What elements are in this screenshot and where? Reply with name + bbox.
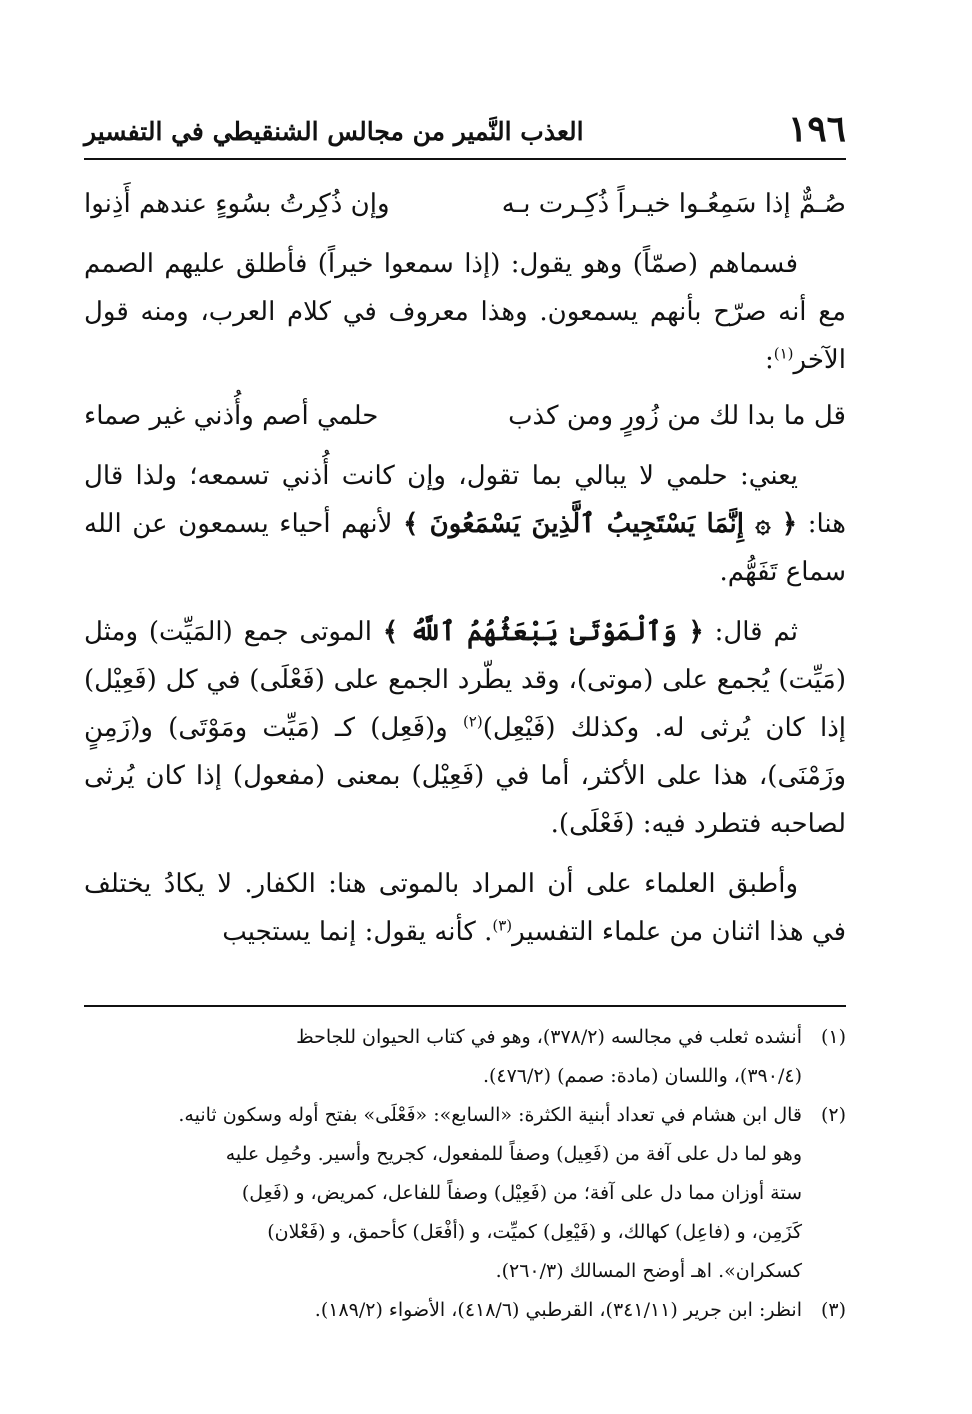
- page-header: [84, 104, 846, 162]
- poetry-verse: [84, 180, 846, 228]
- page-number: ١٩٦: [787, 108, 846, 150]
- footnote-divider: [84, 1005, 846, 1007]
- paragraph-text: :: [764, 345, 774, 375]
- header-divider: [84, 158, 846, 160]
- footnote-number: (٣): [820, 1299, 846, 1321]
- footnote-number: (٢): [820, 1104, 846, 1126]
- verse-first-hemistich: قل ما بدا لك من زُورٍ ومن كذب: [508, 401, 846, 431]
- footnote-text: [84, 1291, 802, 1330]
- footnote-line: كَزَمِن، و (فاعِل) كهالك، و (فَيْعِل) كميِّت، و (أفْعَل) كأحمق، و (فَعْلان): [267, 1221, 802, 1243]
- paragraph-text: لأنهم أحياء يسمعون عن الله سماع تَفَهُّم.: [84, 509, 846, 587]
- paragraph: [84, 452, 846, 596]
- footnote-line: كسكران». اهـ أوضح المسالك (٢٦٠/٣).: [495, 1260, 802, 1282]
- main-text: [84, 180, 846, 956]
- footnote-ref[interactable]: (٢): [462, 712, 483, 731]
- footnote-line: ستة أوزان مما دل على آفة؛ من (فَعِيْل) وصفاً للفاعل، كمريض، و (فَعِل): [241, 1182, 802, 1204]
- verse-second-hemistich: حلمي أصم وأُذني غير صماء: [84, 401, 379, 431]
- footnote-line: (٣٩٠/٤)، واللسان (مادة: صمم) (٤٧٦/٢).: [482, 1065, 802, 1087]
- paragraph-text: يعني: حلمي لا يبالي بما تقول، وإن كانت أُذني تسمعه؛ ولذا قال هنا:: [84, 461, 846, 539]
- paragraph-text: . كأنه يقول: إنما يستجيب: [222, 917, 493, 947]
- quran-verse: ﴿ وَٱلْمَوْتَىٰ يَبْعَثُهُمُ ٱللَّهُ ﴾: [382, 617, 704, 647]
- paragraph-text: و(فَعِل) كـ (مَيِّت ومَوْتَى) و(زَمِنٍ وزَمْنَى)، هذا على الأكثر، أما في (فَعِيْل) بمعنى (مفعول) إذا كان يُرثى لصاحبه فتطرد فيه: (فَعْلَى).: [84, 713, 846, 839]
- footnote-ref[interactable]: (٣): [492, 916, 513, 935]
- footnote-line: انظر: ابن جرير (٣٤١/١١)، القرطبي (٤١٨/٦)، الأضواء (١٨٩/٢).: [314, 1299, 802, 1321]
- footnote-line: قال ابن هشام في تعداد أبنية الكثرة: «السابع»: «فَعْلَى» بفتح أوله وسكون ثانيه.: [178, 1104, 802, 1126]
- paragraph-text: الموتى جمع (المَيِّت) ومثل (مَيِّت) يُجمع على (موتى)، وقد يطّرد الجمع على (فَعْلَى) في كل (فَعِيْل) إذا كان يُرثى له. وكذلك (فَيْعِل): [84, 617, 846, 743]
- paragraph-text: ثم قال:: [714, 617, 799, 647]
- footnote-text: [84, 1018, 802, 1096]
- footnotes: [84, 1018, 846, 1330]
- paragraph: [84, 860, 846, 956]
- footnote-ref[interactable]: (١): [773, 344, 794, 363]
- footnote-text: [84, 1096, 802, 1291]
- paragraph: [84, 240, 846, 384]
- verse-second-hemistich: وإن ذُكِرتُ بسُوءٍ عندهم أَذِنوا: [84, 189, 390, 219]
- footnote-number: (١): [820, 1026, 846, 1048]
- footnote: [84, 1018, 846, 1096]
- running-title: العذب النَّمير من مجالس الشنقيطي في التفسير: [84, 117, 584, 146]
- footnote: [84, 1291, 846, 1330]
- footnote: [84, 1096, 846, 1291]
- paragraph: [84, 608, 846, 848]
- paragraph-text: وأطبق العلماء على أن المراد بالموتى هنا: الكفار. لا يكادُ يختلف في هذا اثنان من علماء التفسير: [84, 869, 846, 947]
- footnote-line: أنشده ثعلب في مجالسه (٣٧٨/٢)، وهو في كتاب الحيوان للجاحظ: [296, 1026, 802, 1048]
- paragraph-text: فسماهم (صمّاً) وهو يقول: (إذا سمعوا خيراً) فأطلق عليهم الصمم مع أنه صرّح بأنهم يسمعون. وهذا معروف في كلام العرب، ومنه قول الآخر: [84, 249, 846, 375]
- poetry-verse: [84, 392, 846, 440]
- verse-first-hemistich: صُـمٌّ إذا سَمِعُـوا خيـراً ذُكِـرت بـه: [501, 189, 846, 219]
- footnote-line: وهو لما دل على آفة من (فَعِيل) وصفاً للمفعول، كجريح وأسير. وحُمِل عليه: [225, 1143, 802, 1165]
- quran-verse: ﴿ ۞ إِنَّمَا يَسْتَجِيبُ ٱلَّذِينَ يَسْمَعُونَ ﴾: [403, 509, 798, 539]
